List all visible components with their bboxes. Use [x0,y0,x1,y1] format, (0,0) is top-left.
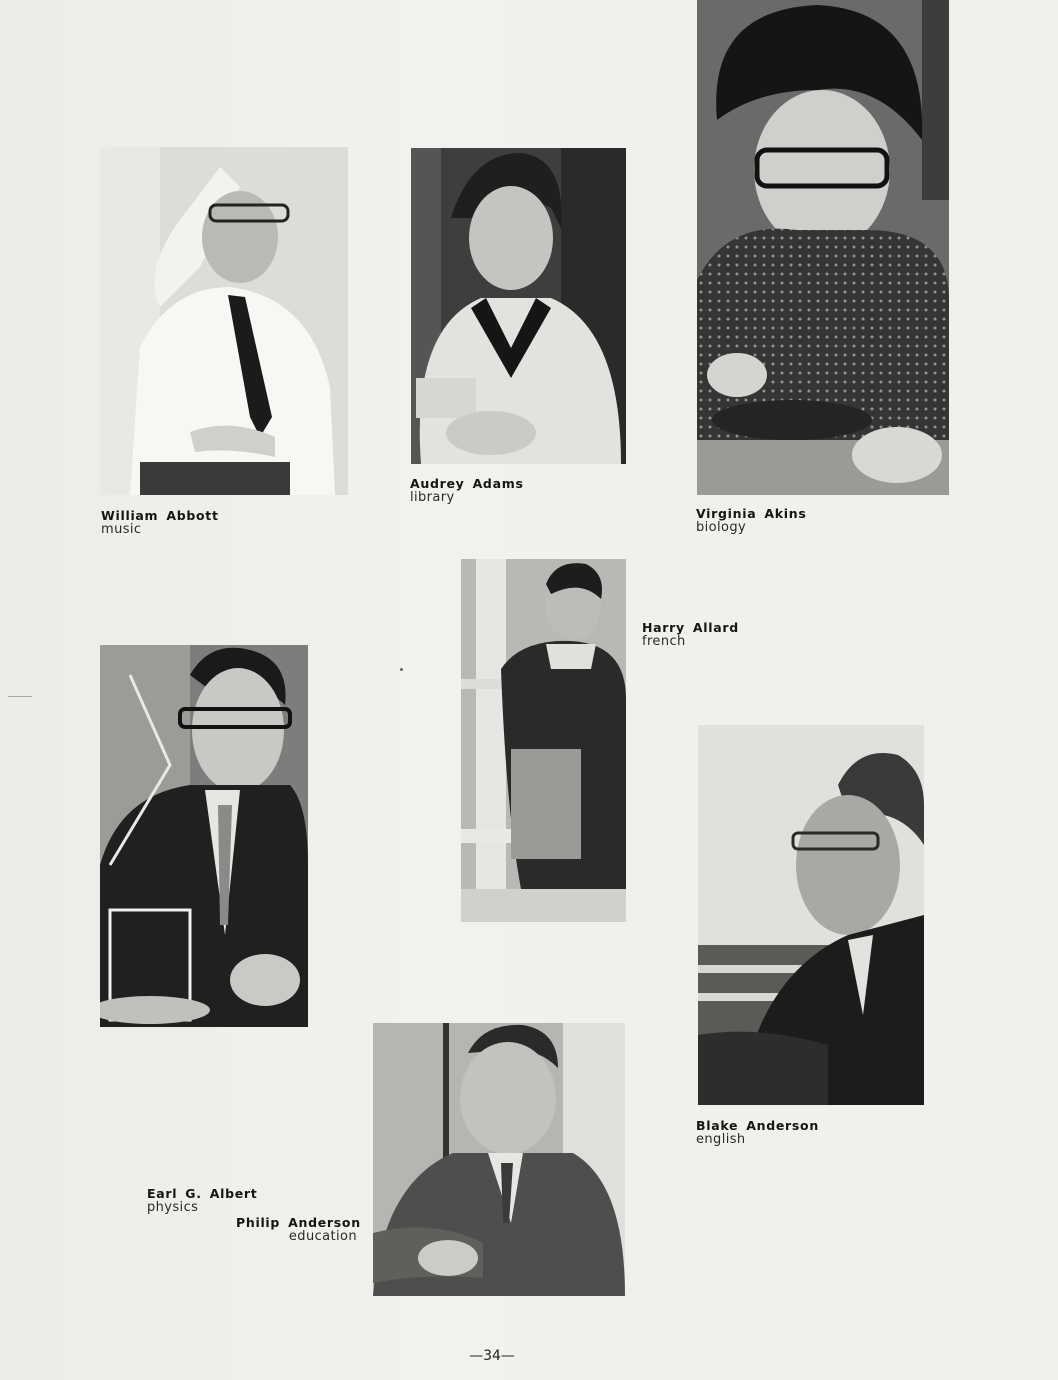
caption-audrey-adams [410,477,524,505]
faculty-name: Virginia Akins [696,506,807,521]
photo-blake-anderson [698,725,924,1105]
caption-virginia-akins [696,507,807,535]
photo-earl-g-albert [100,645,308,1027]
faculty-name: Earl G. Albert [147,1186,258,1201]
faculty-name: Blake Anderson [696,1118,819,1133]
faculty-name: Philip Anderson [236,1215,361,1230]
caption-william-abbott [101,509,219,537]
caption-blake-anderson [696,1119,819,1147]
page-number: —34— [469,1348,515,1364]
faculty-name: Audrey Adams [410,476,524,491]
photo-virginia-akins [697,0,949,495]
faculty-department: music [101,521,142,537]
photo-audrey-adams [411,148,626,464]
faculty-department: education [288,1228,357,1244]
faculty-name: Harry Allard [642,620,739,635]
faculty-department: english [696,1131,746,1147]
faculty-department: french [642,633,686,649]
faculty-department: library [410,489,455,505]
faculty-name: William Abbott [101,508,219,523]
scan-speck [8,696,32,697]
scan-speck [400,668,403,671]
faculty-department: physics [147,1199,199,1215]
caption-earl-g-albert [147,1187,257,1215]
photo-harry-allard [461,559,626,922]
faculty-department: biology [696,519,747,535]
photo-william-abbott [100,147,348,495]
caption-harry-allard [642,621,739,649]
photo-philip-anderson [373,1023,625,1296]
caption-philip-anderson [236,1215,361,1244]
